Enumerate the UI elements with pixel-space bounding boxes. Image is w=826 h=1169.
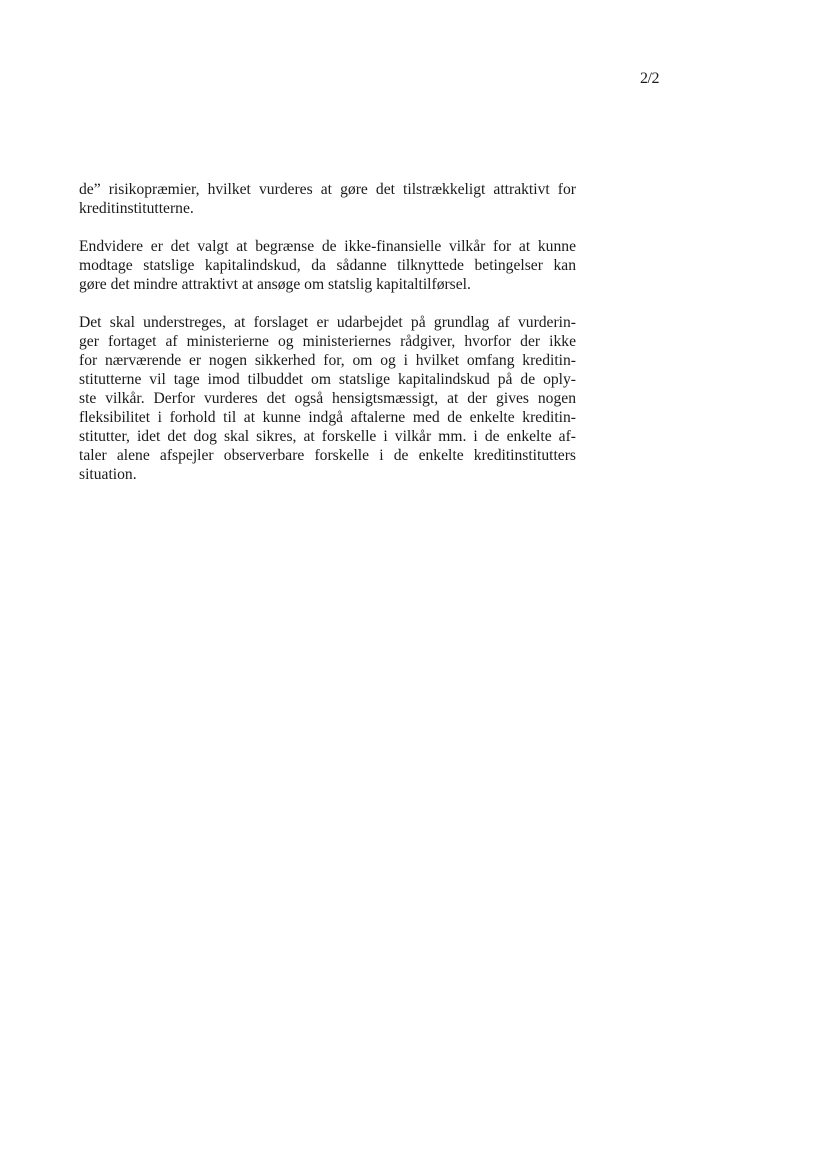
paragraph-1: [79, 180, 576, 218]
text-line: kreditinstitutterne.: [79, 200, 194, 217]
text-line: de” risikopræmier, hvilket vurderes at gøre det tilstrækkeligt attraktivt for: [79, 181, 576, 198]
text-line: ste vilkår. Derfor vurderes det også hensigtsmæssigt, at der gives nogen: [79, 390, 576, 407]
paragraph-3: [79, 313, 576, 484]
text-line: fleksibilitet i forhold til at kunne indgå aftalerne med de enkelte kreditin-: [79, 409, 576, 426]
text-line: stitutter, idet det dog skal sikres, at forskelle i vilkår mm. i de enkelte af-: [79, 428, 576, 445]
text-line: Det skal understreges, at forslaget er udarbejdet på grundlag af vurderin-: [79, 314, 576, 331]
text-line: modtage statslige kapitalindskud, da sådanne tilknyttede betingelser kan: [79, 257, 576, 274]
text-line: gøre det mindre attraktivt at ansøge om statslig kapitaltilførsel.: [79, 276, 471, 293]
document-body: [79, 180, 576, 503]
text-line: stitutterne vil tage imod tilbuddet om statslige kapitalindskud på de oply-: [79, 371, 576, 388]
paragraph-2: [79, 237, 576, 294]
text-line: ger fortaget af ministerierne og ministeriernes rådgiver, hvorfor der ikke: [79, 333, 576, 350]
text-line: taler alene afspejler observerbare forskelle i de enkelte kreditinstitutters: [79, 447, 576, 464]
text-line: situation.: [79, 466, 137, 483]
text-line: for nærværende er nogen sikkerhed for, om og i hvilket omfang kreditin-: [79, 352, 576, 369]
text-line: Endvidere er det valgt at begrænse de ikke-finansielle vilkår for at kunne: [79, 238, 576, 255]
page-number: 2/2: [640, 70, 659, 87]
